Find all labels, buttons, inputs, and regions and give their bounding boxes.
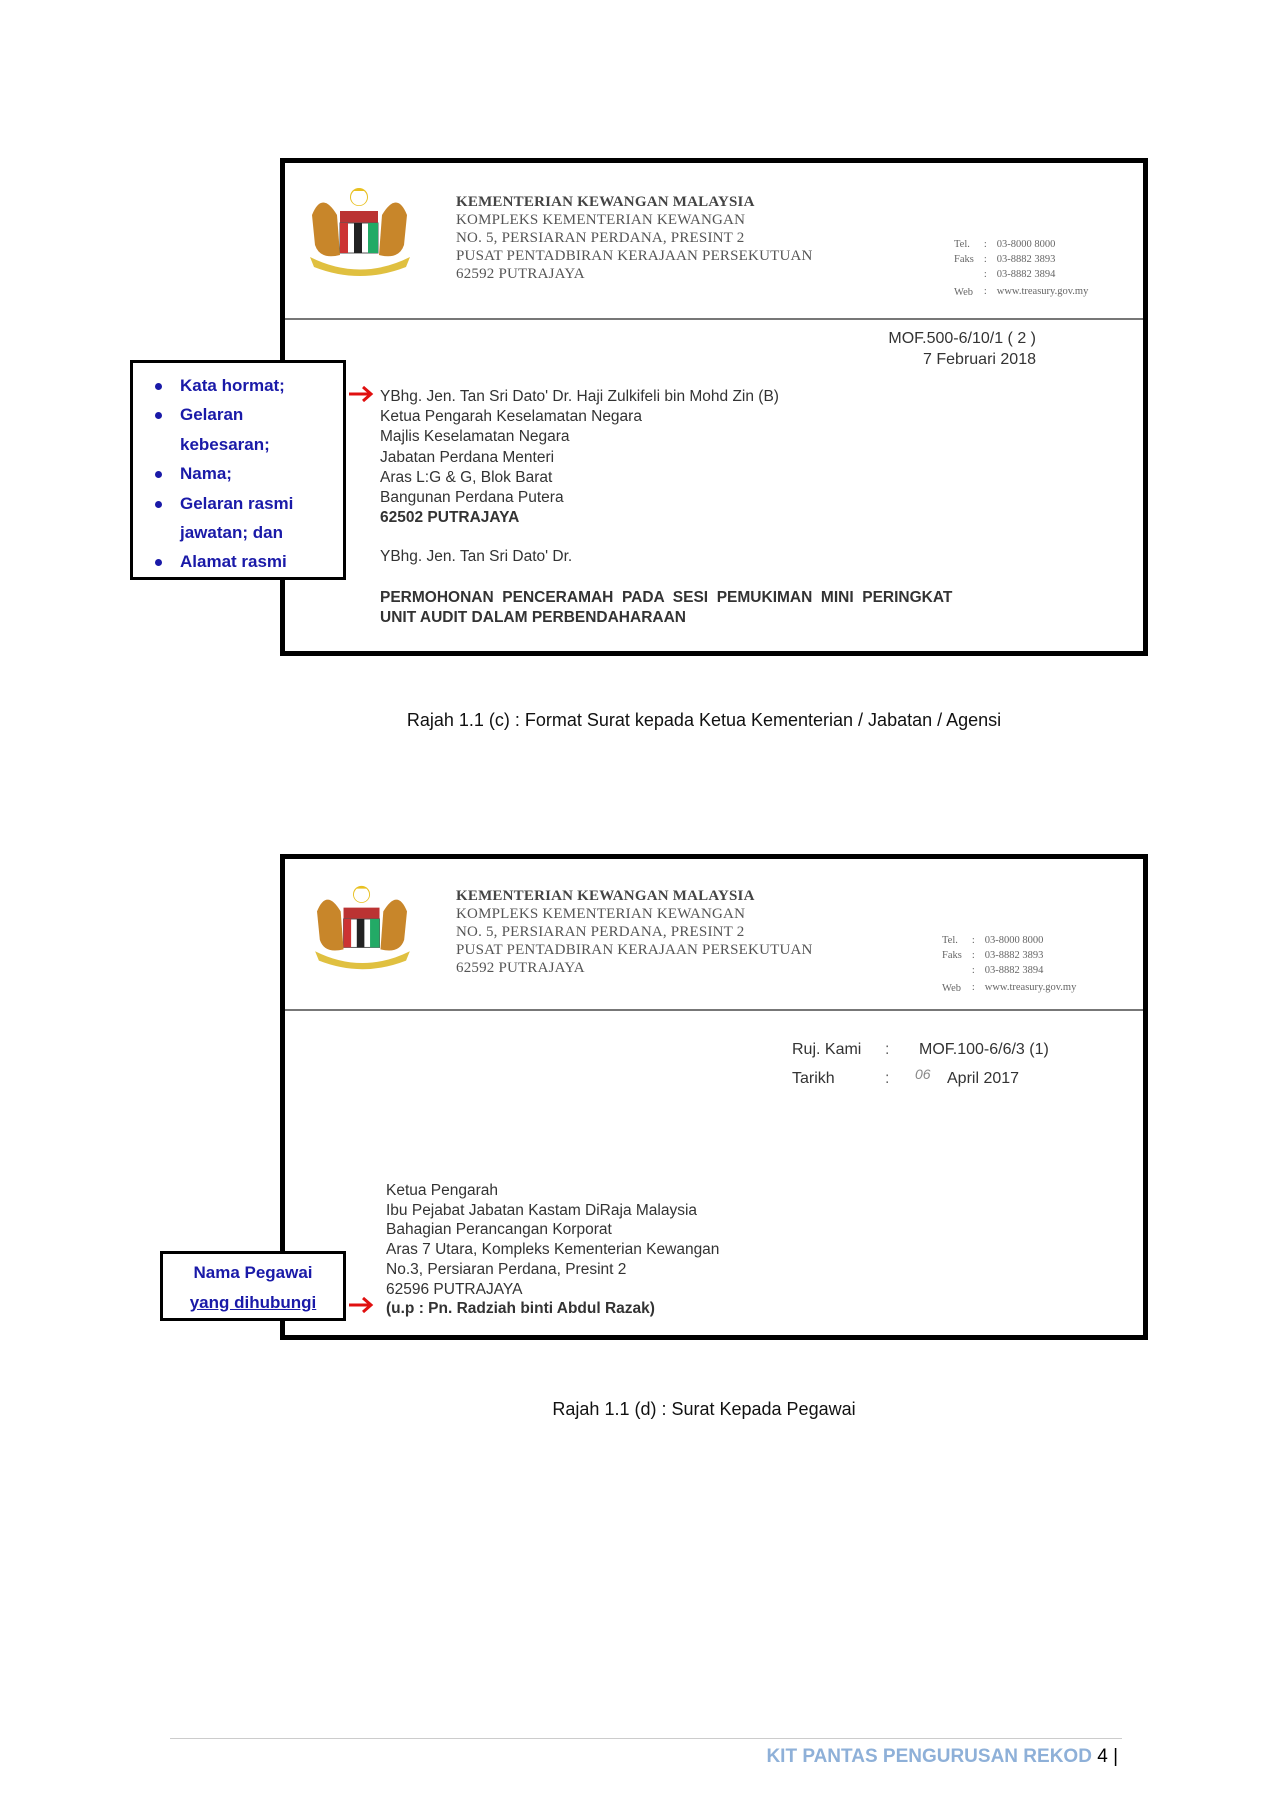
note-item: Gelaran rasmi (133, 489, 343, 518)
tarikh-label: Tarikh (792, 1070, 835, 1087)
header-divider (285, 1009, 1143, 1011)
note-item: Gelaran (133, 400, 343, 429)
letter-subject: PERMOHONAN PENCERAMAH PADA SESI PEMUKIMAN MINI PERINGKAT UNIT AUDIT DALAM PERBENDAHARAAN (380, 589, 953, 627)
ministry-header (456, 193, 813, 283)
letter-figure-c (280, 158, 1148, 656)
reference-number: MOF.500-6/10/1 ( 2 ) (888, 330, 1036, 347)
note-item: Nama; (133, 459, 343, 488)
letter-figure-d: KEMENTERIAN KEWANGAN MALAYSIA KOMPLEKS KEMENTERIAN KEWANGAN NO. 5, PERSIARAN PERDANA, PRESINT 2 PUSAT PENTADBIRAN KERAJAAN PERSEKUTUAN 62592 PUTRAJAYA Tel. : 03-8000 8000 Faks : 03-8882 3893 : 03-8882 3894 Web : www.treasury.gov.my Ruj. Kami : MOF.100-6/6/3 (1) Tarikh : 06 April 2017 Ketua Pengarah Ibu Pejabat Jabatan Kastam DiRaja Malaysia Bahagian Perancangan Korporat Aras 7 Utara, Kompleks Kementerian Kewangan No.3, Persiaran Perdana, Presint 2 62596 PUTRAJAYA (u.p : Pn. Radziah binti Abdul Razak) (280, 854, 1148, 1340)
bullet-icon (155, 412, 162, 419)
ministry-address-line: PUSAT PENTADBIRAN KERAJAAN PERSEKUTUAN (456, 248, 813, 264)
ministry-address-line: NO. 5, PERSIARAN PERDANA, PRESINT 2 (456, 230, 745, 246)
note-item: Kata hormat; (133, 371, 343, 400)
contact-block: Tel. : 03-8000 8000 Faks : 03-8882 3893 : 03-8882 3894 Web : www.treasury.gov.my (954, 239, 1089, 298)
figure-caption-d: Rajah 1.1 (d) : Surat Kepada Pegawai (552, 1399, 856, 1419)
contact-block: Tel. : 03-8000 8000 Faks : 03-8882 3893 : 03-8882 3894 Web : www.treasury.gov.my (942, 935, 1077, 994)
ministry-name: KEMENTERIAN KEWANGAN MALAYSIA (456, 194, 755, 210)
footer-divider (170, 1738, 1122, 1739)
bullet-icon (155, 471, 162, 478)
page-number: 4 (1097, 1746, 1108, 1767)
annotation-box-contact-officer: Nama Pegawai yang dihubungi (160, 1251, 346, 1321)
recipient-address: Ketua Pengarah Ibu Pejabat Jabatan Kastam DiRaja Malaysia Bahagian Perancangan Korporat Aras 7 Utara, Kompleks Kementerian Kewangan No.3, Persiaran Perdana, Presint 2 62596 PUTRAJAYA (u.p : Pn. Radziah binti Abdul Razak) (386, 1182, 720, 1318)
note-item: Alamat rasmi (133, 547, 343, 576)
footer-title: KIT PANTAS PENGURUSAN REKOD (766, 1746, 1092, 1767)
letter-date: 7 Februari 2018 (923, 351, 1036, 368)
bullet-icon (155, 501, 162, 508)
footer: KIT PANTAS PENGURUSAN REKOD 4 | (766, 1746, 1118, 1767)
ministry-address-line: KOMPLEKS KEMENTERIAN KEWANGAN (456, 212, 746, 228)
ministry-name: KEMENTERIAN KEWANGAN MALAYSIA (456, 888, 755, 904)
ministry-address-line: 62592 PUTRAJAYA (456, 266, 585, 282)
header-divider (285, 318, 1143, 320)
arrow-right-icon (348, 386, 374, 402)
annotation-box-recipient: Kata hormat; Gelaran kebesaran; Nama; Gelaran rasmi jawatan; dan Alamat rasmi (130, 360, 346, 580)
salutation: YBhg. Jen. Tan Sri Dato' Dr. (380, 548, 573, 565)
bullet-icon (155, 383, 162, 390)
figure-caption-c: Rajah 1.1 (c) : Format Surat kepada Ketua Kementerian / Jabatan / Agensi (406, 710, 1002, 730)
recipient-address: YBhg. Jen. Tan Sri Dato' Dr. Haji Zulkifeli bin Mohd Zin (B) Ketua Pengarah Keselamatan Negara Majlis Keselamatan Negara Jabatan Perdana Menteri Aras L:G & G, Blok Barat Bangunan Perdana Putera 62502 PUTRAJAYA (380, 388, 779, 527)
coat-of-arms-logo (307, 883, 417, 973)
ruj-kami-value: MOF.100-6/6/3 (1) (919, 1041, 1049, 1058)
tarikh-value: April 2017 (947, 1070, 1020, 1087)
coat-of-arms-logo (302, 185, 417, 280)
ruj-kami-label: Ruj. Kami (792, 1041, 862, 1058)
bullet-icon (155, 559, 162, 566)
ministry-header: KEMENTERIAN KEWANGAN MALAYSIA KOMPLEKS KEMENTERIAN KEWANGAN NO. 5, PERSIARAN PERDANA, PRESINT 2 PUSAT PENTADBIRAN KERAJAAN PERSEKUTUAN 62592 PUTRAJAYA (456, 888, 813, 976)
tarikh-day-handwritten: 06 (915, 1066, 931, 1082)
arrow-right-icon (348, 1297, 374, 1313)
